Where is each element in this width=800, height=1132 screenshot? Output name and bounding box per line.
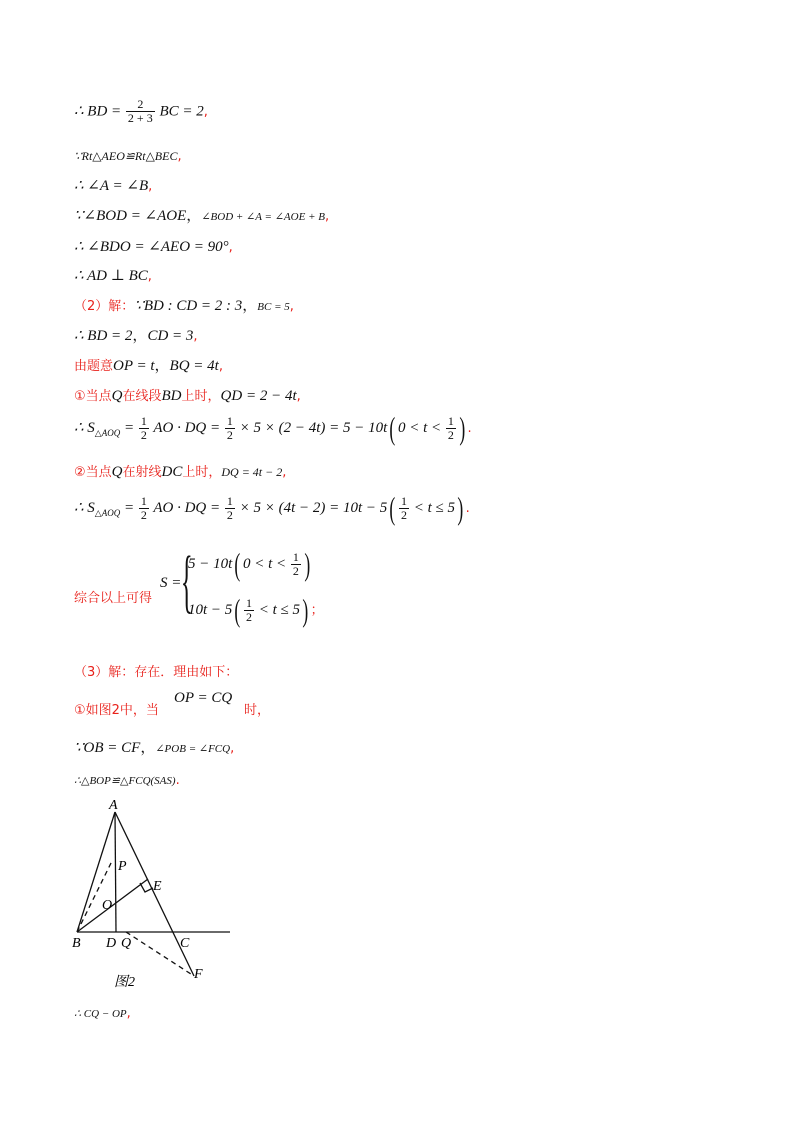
fraction: $\frac{1}{2}$ bbox=[447, 413, 454, 442]
label-c: C bbox=[180, 936, 190, 951]
line-case2-heading: ②当点Q在射线DC上时，DQ = 4t − 2, bbox=[74, 464, 287, 480]
line-case1-area: ∴ $S_{\triangle AOQ}$ = $\frac{1}{2}$ AO · DQ = $\frac{1}{2}$ × 5 × (2 − 4t) = 5 − 10t( 0 < t < $\frac{1}{2}$ ) . bbox=[74, 410, 472, 446]
fraction: $\frac{1}{2}$ bbox=[226, 413, 233, 442]
fraction: $\frac{1}{2}$ bbox=[226, 493, 233, 522]
line-angle-bod-aoe: ∵∠BOD = ∠AOE，∠BOD + ∠A = ∠AOE + B, bbox=[74, 208, 330, 224]
label-q: Q bbox=[121, 936, 132, 951]
line-bd-cd-lengths: ∴ BD = 2，CD = 3, bbox=[74, 328, 198, 344]
line-cq-op: ∴ CQ − OP, bbox=[74, 1006, 131, 1021]
fraction: $\frac{1}{2}$ bbox=[140, 493, 147, 522]
label-e: E bbox=[153, 879, 162, 894]
line-bd-value: ∴ BD = $\frac{2}{2 + 3}$ BC = 2, bbox=[74, 97, 208, 125]
piece-1: 5 − 10t( 0 < t < $\frac{1}{2}$ ) bbox=[188, 546, 311, 582]
line-congruent-triangles: ∵Rt△AEO≌Rt△BEC, bbox=[74, 149, 182, 164]
line-angle-a-b: ∴ ∠A = ∠B, bbox=[74, 178, 153, 194]
line-case-figure2-eq: OP = CQ bbox=[174, 690, 233, 706]
label-p: P bbox=[118, 859, 127, 874]
fraction: $\frac{1}{2}$ bbox=[400, 493, 407, 522]
line-case2-area: ∴ $S_{\triangle AOQ}$ = $\frac{1}{2}$ AO · DQ = $\frac{1}{2}$ × 5 × (4t − 2) = 10t − 5( $\frac{1}{2}$ < t ≤ 5) . bbox=[74, 490, 470, 526]
line-case1-heading: ①当点Q在线段BD上时，QD = 2 − 4t, bbox=[74, 388, 301, 404]
line-sas-congruence: ∴△BOP≌△FCQ(SAS). bbox=[74, 773, 180, 788]
label-d: D bbox=[106, 936, 117, 951]
line-ob-cf: ∵OB = CF，∠POB = ∠FCQ, bbox=[74, 740, 235, 756]
fraction: $\frac{1}{2}$ bbox=[245, 595, 252, 624]
label-o: O bbox=[102, 898, 113, 913]
line-part3-heading: （3）解：存在．理由如下： bbox=[74, 665, 239, 680]
label-f: F bbox=[194, 967, 203, 982]
fraction: $\frac{2}{2 + 3}$ bbox=[127, 97, 153, 125]
summary-s: S = bbox=[160, 575, 182, 591]
geometry-figure-2 bbox=[60, 792, 250, 1002]
piece-2: 10t − 5( $\frac{1}{2}$ < t ≤ 5) ； bbox=[188, 592, 324, 628]
summary-label: 综合以上可得 bbox=[74, 591, 153, 606]
line-part2-ratio: （2）解：∵BD : CD = 2 : 3，BC = 5, bbox=[74, 298, 294, 314]
line-perpendicular: ∴ AD ⊥ BC, bbox=[74, 268, 152, 284]
fraction: $\frac{1}{2}$ bbox=[140, 413, 147, 442]
fraction: $\frac{1}{2}$ bbox=[292, 549, 299, 578]
line-given-speeds: 由题意OP = t，BQ = 4t, bbox=[74, 358, 223, 374]
line-case-figure2-label: ①如图2中，当 bbox=[74, 703, 159, 718]
label-a: A bbox=[109, 798, 118, 813]
label-b: B bbox=[72, 936, 81, 951]
line-right-angle: ∴ ∠BDO = ∠AEO = 90°, bbox=[74, 239, 233, 255]
figure-caption: 图2 bbox=[114, 975, 135, 990]
line-case-figure2-when: 时， bbox=[244, 703, 271, 718]
